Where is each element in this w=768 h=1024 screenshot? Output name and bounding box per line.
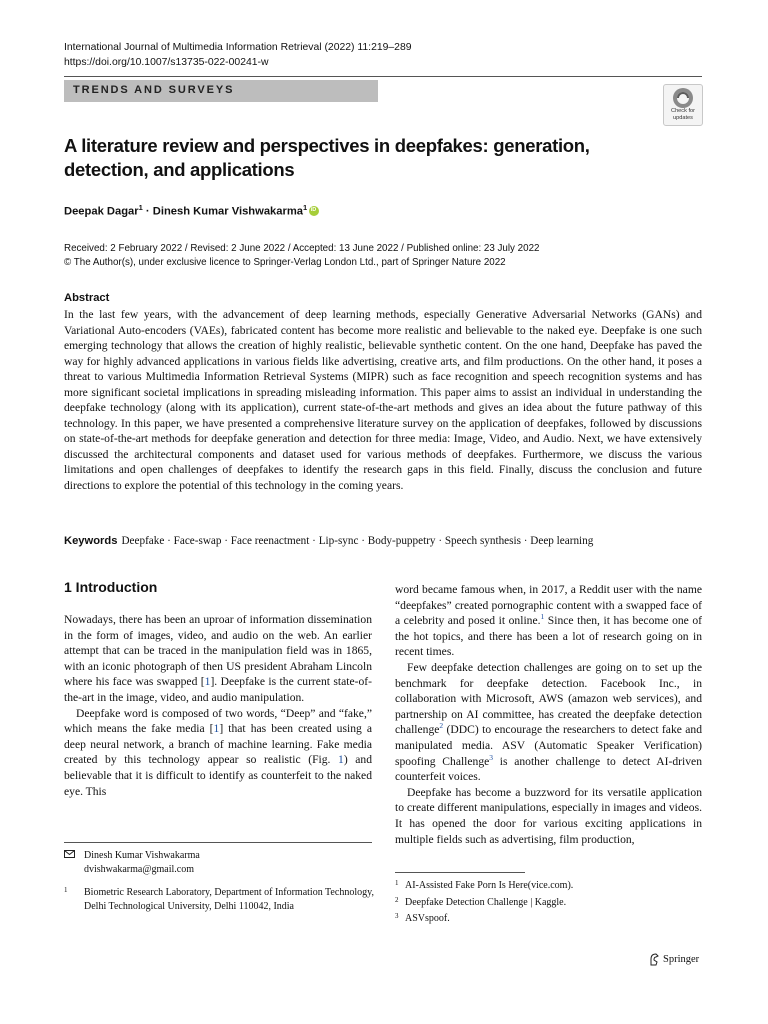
intro-paragraph-1 [64,612,372,706]
text-run: ] that has been created using a deep neural network, a branch of machine learning. Fake media created by this technology appear so realistic (Fig. [64,722,372,767]
text-run: is another challenge to detect AI-driven counterfeit voices. [395,754,702,784]
citation-link[interactable]: 1 [204,675,211,689]
author-separator: · [142,205,153,218]
title-line-1: A literature review and perspectives in deepfakes: generation, [64,135,590,156]
copyright-line: © The Author(s), under exclusive licence to Springer-Verlag London Ltd., part of Springer Nature 2022 [64,257,506,268]
author-2-affil: 1 [303,203,308,212]
springer-horse-icon [649,953,660,966]
footnote-ref-2[interactable]: 2 [439,721,444,731]
footnote-number: 2 [395,895,399,904]
intro-paragraph-3 [395,582,702,660]
text-run: Deepfake word is composed of two words, “Deep” and “fake,” which means the fake media [ [64,706,372,736]
text-run: word became famous when, in 2017, a Reddit user with the name “deepfakes” created pornographic content with a swapped face of a celebrity and posed it online. [395,583,702,628]
check-updates-icon [672,87,694,109]
intro-paragraph-2 [64,706,372,800]
keywords-label: Keywords [64,535,118,547]
footnote [395,895,702,912]
orcid-icon[interactable] [309,206,319,216]
text-run: (DDC) to encourage the researchers to detect fake and manipulated media. ASV (Automatic Speaker Verification) spoofing Challenge [395,723,702,768]
corresponding-author-email[interactable]: dvishwakarma@gmail.com [84,863,195,875]
corresponding-author-name: Dinesh Kumar Vishwakarma [84,850,200,861]
author-1[interactable]: Deepak Dagar [64,205,139,218]
text-run: ) and believable that it is difficult to identify as counterfeit to the naked eye. This [64,753,373,798]
affiliation-number: 1 [64,886,68,894]
footnotes [395,878,702,928]
right-column [395,582,702,847]
text-run: ]. Deepfake is the current state-of-the-art in the image, video, and audio manipulation. [64,675,372,704]
figure-link[interactable]: 1 [338,753,344,767]
section-heading-introduction: 1 Introduction [64,579,158,595]
keywords-list: Deepfake · Face-swap · Face reenactment · Lip-sync · Body-puppetry · Speech synthesis · Deep learning [121,535,594,547]
footnote-number: 1 [395,879,399,887]
abstract-heading: Abstract [64,292,110,304]
text-run: Since then, it has become one of the hot topics, and there has been a lot of research going on in recent times. [395,614,702,659]
article-title [64,134,664,182]
footnote [395,911,702,928]
publisher-logo [649,953,699,966]
journal-header [64,40,412,70]
author-1-affil: 1 [138,203,143,212]
abstract-text: In the last few years, with the advancement of deep learning methods, especially Generative Adversarial Networks (GANs) and Variational Auto-encoders (VAEs), fabricated content has become more realistic and believable to the naked eye. Deepfake is one such emerging technology that allows the creation of highly realistic, believable synthetic content. On the one hand, Deepfake has paved the way for highly advanced applications in various fields like advertising, creative arts, and film productions. On the other hand, it poses a threat to various Multimedia Information Retrieval Systems (MIPR) such as face recognition and speech recognition systems and has more significant societal implications in spreading misleading information. This paper aims to assist an individual in understanding the deepfake technology (along with its application), current state-of-the-art methods and gives an idea about the future pathway of this technology. In this paper, we have presented a comprehensive literature survey on the application of deepfakes, followed by discussions on state-of-the-art methods for deepfake generation and detection for three media: Image, Video, and Audio. Next, we have extensively discussed the architectural components and dataset used for various methods of deepfakes. Furthermore, we discuss the various limitations and open challenges of deepfakes to identify the research gaps in this field. Finally, discuss the conclusion and future directions to explore the potential of this technology in the coming years. [64,308,702,492]
keywords [64,534,704,549]
left-column [64,612,372,799]
check-updates-line1: Check for [671,108,695,114]
footnote-text[interactable]: ASVspoof. [405,913,450,924]
footnote-ref-3[interactable]: 3 [489,752,494,762]
journal-citation: International Journal of Multimedia Information Retrieval (2022) 11:219–289 [64,42,412,53]
footnote-text[interactable]: AI-Assisted Fake Porn Is Here(vice.com). [405,880,574,891]
author-list [64,203,319,218]
check-for-updates-badge[interactable] [663,84,703,126]
affiliation-text: Biometric Research Laboratory, Department of Information Technology, Delhi Technological University, Delhi 110042, India [84,887,374,912]
history-dates: Received: 2 February 2022 / Revised: 2 June 2022 / Accepted: 13 June 2022 / Published online: 23 July 2022 [64,243,540,254]
check-updates-line2: updates [673,114,693,121]
publisher-name: Springer [663,954,700,965]
article-history [64,242,539,270]
section-banner [64,80,378,102]
envelope-icon [64,850,75,858]
section-banner-label: TRENDS AND SURVEYS [73,84,235,96]
title-line-2: detection, and applications [64,159,295,180]
footnote-text[interactable]: Deepfake Detection Challenge | Kaggle. [405,896,567,908]
author-2[interactable]: Dinesh Kumar Vishwakarma [152,205,304,218]
intro-paragraph-5: Deepfake has become a buzzword for its versatile application to create different manipulations, especially in images and videos. It has opened the door for various exciting applications in multiple fields such as advertising, film production, [395,785,702,846]
footnote-ref-1[interactable]: 1 [540,612,545,622]
footnote [395,878,702,895]
doi-link[interactable]: https://doi.org/10.1007/s13735-022-00241-w [64,57,269,68]
text-run: Nowadays, there has been an uproar of information dissemination in the form of images, video, and audio on the web. An earlier attempt that can be traced in the manipulation field was in 1865, with an iconic photograph of then US president Abraham Lincoln where his face was swapped [ [64,613,372,689]
text-run: Few deepfake detection challenges are going on to set up the benchmark for deepfake detection. Facebook Inc., in collaboration with Microsoft, AWS (amazon web services), and partnership on AI committee, has created the deepfake detection challenge [395,660,702,737]
footnote-number: 3 [395,912,399,920]
header-rule [64,76,702,77]
intro-paragraph-4 [395,660,702,785]
footnote-rule-left [64,842,372,843]
footnote-rule-right [395,872,525,873]
citation-link[interactable]: 1 [213,722,220,736]
